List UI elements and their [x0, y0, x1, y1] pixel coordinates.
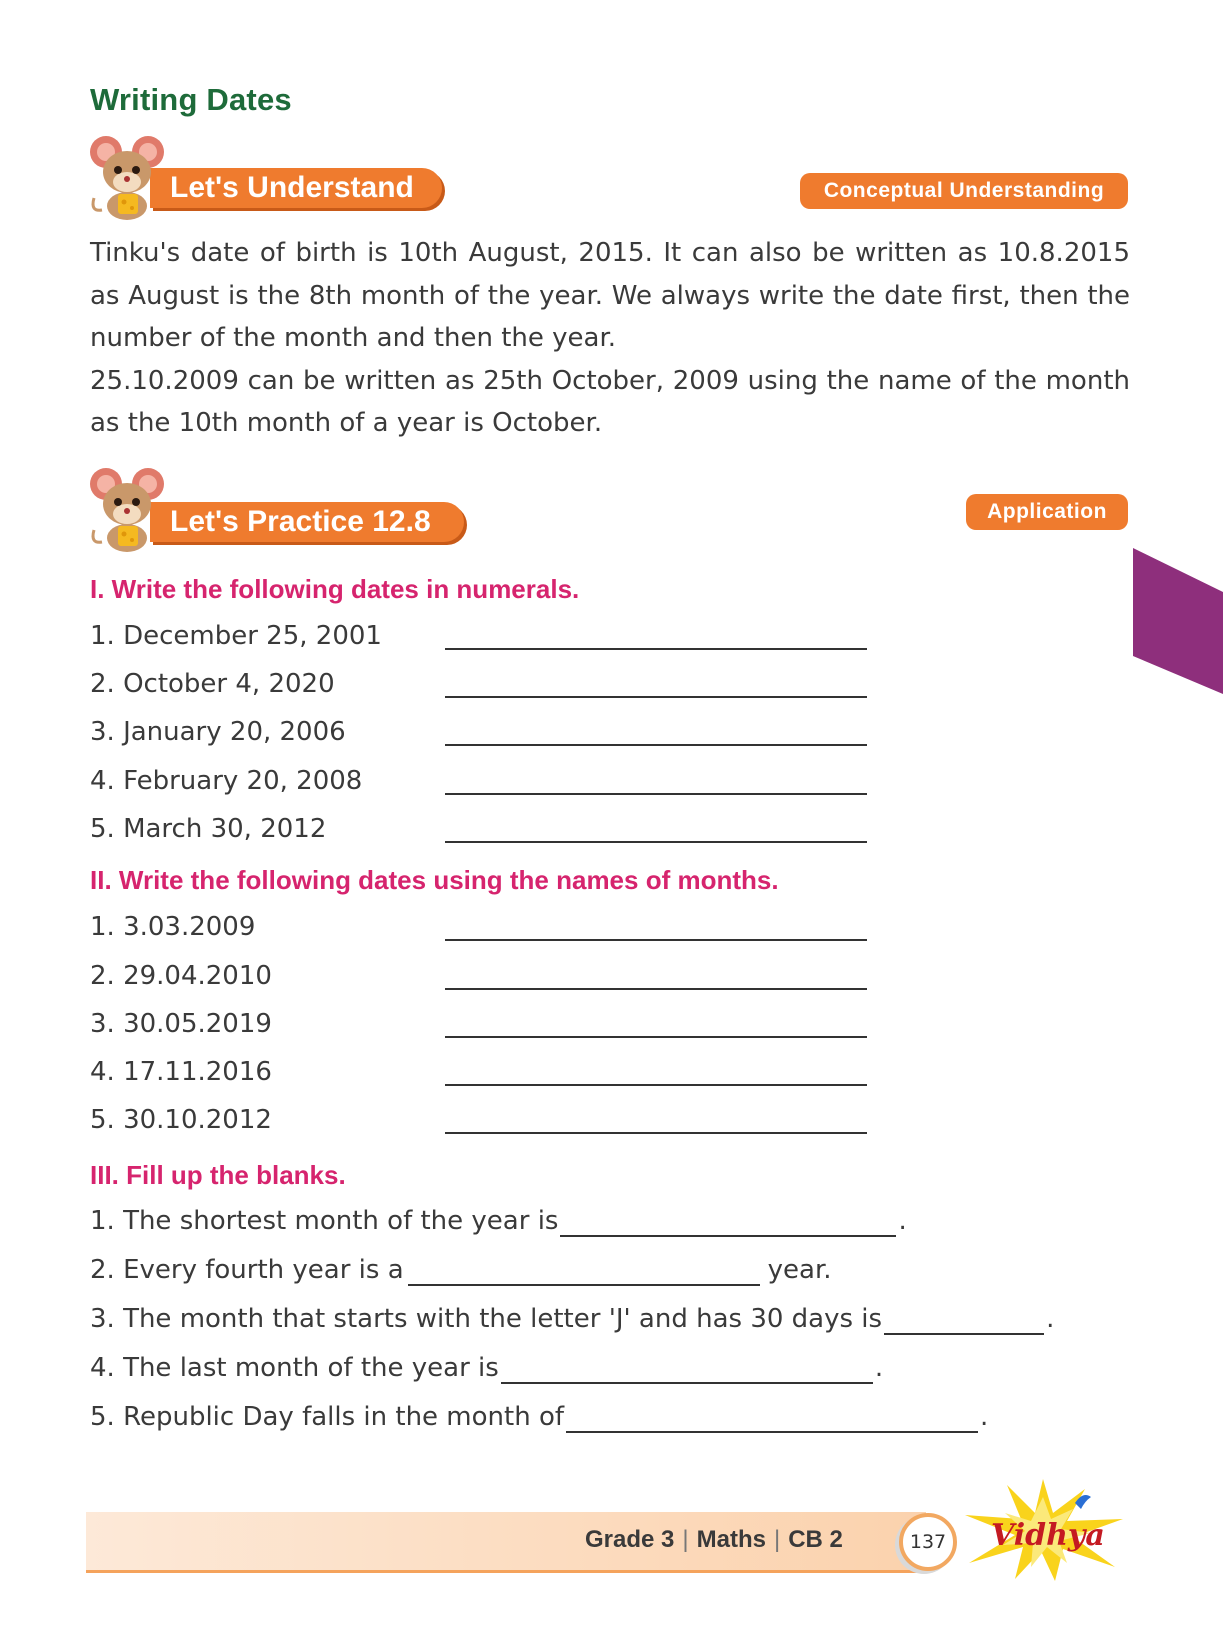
- footer-subject: Maths: [696, 1526, 766, 1553]
- footer-grade: Grade 3: [585, 1526, 675, 1553]
- mouse-mascot-icon: [86, 130, 168, 222]
- page-title: Writing Dates: [90, 82, 292, 117]
- footer-separator: |: [682, 1526, 689, 1553]
- mouse-mascot-icon: [86, 462, 168, 554]
- fill-question-5-end: .: [980, 1402, 989, 1432]
- fill-blank[interactable]: [501, 1356, 873, 1384]
- fill-blank[interactable]: [884, 1307, 1044, 1335]
- fill-question-4-end: .: [874, 1353, 884, 1383]
- fill-question-1-end: .: [898, 1206, 907, 1236]
- fill-blank[interactable]: [408, 1258, 760, 1286]
- answer-line[interactable]: [445, 939, 867, 941]
- answer-line[interactable]: [445, 648, 867, 650]
- fill-question-5-text: 5. Republic Day falls in the month of: [90, 1402, 565, 1432]
- section-1-heading: I. Write the following dates in numerals.: [90, 574, 580, 604]
- fill-question-2-text: 2. Every fourth year is a: [90, 1255, 404, 1285]
- fill-question-2-end: year.: [767, 1255, 832, 1285]
- fill-question-2: [90, 1254, 832, 1286]
- footer-separator: |: [773, 1526, 781, 1553]
- section-1-item-2: 2. October 4, 2020: [90, 669, 335, 699]
- conceptual-understanding-tag: Conceptual Understanding: [800, 173, 1128, 209]
- fill-question-3-end: .: [1046, 1304, 1055, 1334]
- footer-book: CB 2: [788, 1526, 843, 1553]
- answer-line[interactable]: [445, 841, 867, 843]
- section-2-item-4: 4. 17.11.2016: [90, 1057, 272, 1087]
- side-tab-marker: [1133, 548, 1223, 694]
- fill-question-3-text: 3. The month that starts with the letter 'J' and has 30 days is: [90, 1304, 883, 1334]
- fill-question-1: [90, 1205, 907, 1237]
- fill-question-4: [90, 1352, 883, 1384]
- understand-text: [90, 232, 1130, 445]
- answer-line[interactable]: [445, 1132, 867, 1134]
- section-3-heading: III. Fill up the blanks.: [90, 1160, 346, 1190]
- fill-blank[interactable]: [560, 1209, 896, 1237]
- section-1-item-4: 4. February 20, 2008: [90, 766, 363, 796]
- lets-practice-banner: [150, 502, 464, 542]
- answer-line[interactable]: [445, 988, 867, 990]
- answer-line[interactable]: [445, 1084, 867, 1086]
- fill-question-4-text: 4. The last month of the year is: [90, 1353, 499, 1383]
- lets-understand-label: Let's Understand: [170, 171, 414, 204]
- svg-text:Vidhya: Vidhya: [991, 1518, 1105, 1553]
- footer-info: [585, 1526, 843, 1554]
- fill-blank[interactable]: [566, 1405, 978, 1433]
- section-1-item-3: 3. January 20, 2006: [90, 717, 346, 747]
- section-1-item-1: 1. December 25, 2001: [90, 621, 382, 651]
- section-2-heading: II. Write the following dates using the names of months.: [90, 865, 779, 895]
- answer-line[interactable]: [445, 696, 867, 698]
- fill-question-5: [90, 1401, 988, 1433]
- section-2-item-5: 5. 30.10.2012: [90, 1105, 272, 1135]
- answer-line[interactable]: [445, 744, 867, 746]
- fill-question-1-text: 1. The shortest month of the year is: [90, 1206, 559, 1236]
- application-tag: Application: [966, 494, 1128, 530]
- answer-line[interactable]: [445, 1036, 867, 1038]
- section-2-item-1: 1. 3.03.2009: [90, 912, 256, 942]
- section-1-item-5: 5. March 30, 2012: [90, 814, 327, 844]
- section-2-item-2: 2. 29.04.2010: [90, 961, 272, 991]
- page-number: 137: [899, 1513, 957, 1571]
- understand-paragraph-2: 25.10.2009 can be written as 25th October, 2009 using the name of the month as the 10th month of a year is October.: [90, 365, 1130, 438]
- section-2-item-3: 3. 30.05.2019: [90, 1009, 272, 1039]
- answer-line[interactable]: [445, 793, 867, 795]
- lets-understand-banner: [150, 168, 442, 208]
- fill-question-3: [90, 1303, 1054, 1335]
- lets-practice-label: Let's Practice 12.8: [170, 505, 431, 538]
- understand-paragraph-1: Tinku's date of birth is 10th August, 2015. It can also be written as 10.8.2015 as August is the 8th month of the year. We always write the date first, then the number of the month and then the year.: [90, 238, 1130, 353]
- vidhya-logo: [955, 1475, 1131, 1585]
